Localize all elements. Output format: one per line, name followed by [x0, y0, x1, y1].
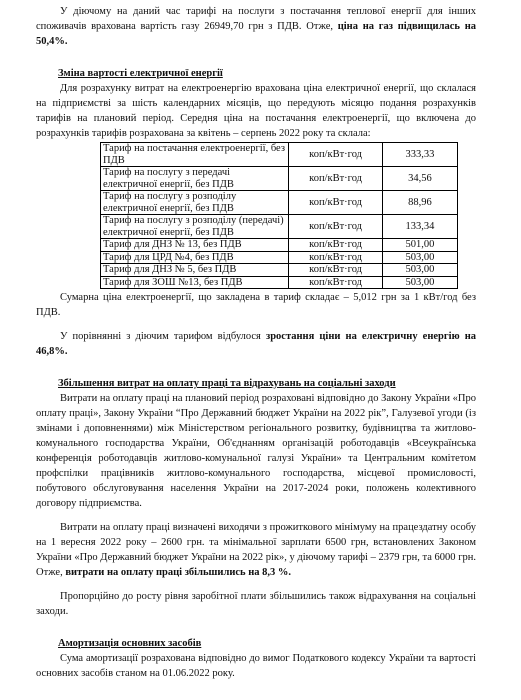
tariff-unit-cell: коп/кВт·год	[289, 264, 383, 277]
tariff-unit-cell: коп/кВт·год	[289, 215, 383, 239]
tariff-name-cell: Тариф для ДНЗ № 5, без ПДВ	[101, 264, 289, 277]
tariff-row	[101, 191, 458, 215]
depreciation-paragraph: Сума амортизації розрахована відповідно до вимог Податкового кодексу України та вартості основних засобів станом на 01.06.2022 року.	[36, 653, 476, 679]
tariff-name-cell: Тариф для ЗОШ №13, без ПДВ	[101, 276, 289, 289]
salary-text: Витрати на оплату праці визначені виходячи з прожиткового мінімуму на працездатну особу на 1 вересня 2022 року – 2600 грн. та мінімальної зарплати 6500 грн, встановлених Законом України «Про Державний бюджет України на 2022 рік», у діючому тарифі – 2379 грн, та 6000 грн. Отже,	[36, 522, 476, 578]
tariff-unit-cell: коп/кВт·год	[289, 167, 383, 191]
salary-heading: Збільшення витрат на оплату праці та відрахувань на соціальні заходи	[58, 378, 396, 389]
tariff-name-cell: Тариф для ДНЗ № 13, без ПДВ	[101, 239, 289, 252]
tariff-row	[101, 264, 458, 277]
tariff-value-cell: 88,96	[382, 191, 457, 215]
tariff-row	[101, 167, 458, 191]
tariff-row	[101, 239, 458, 252]
tariff-unit-cell: коп/кВт·год	[289, 143, 383, 167]
tariff-name-cell: Тариф на послугу з передачі електричної енергії, без ПДВ	[101, 167, 289, 191]
electric-comparison-paragraph	[36, 329, 476, 359]
document-page	[36, 4, 476, 681]
tariff-table	[100, 142, 458, 289]
tariff-name-cell: Тариф для ЦРД №4, без ПДВ	[101, 251, 289, 264]
salary-highlight: витрати на оплату праці збільшились на 8,3 %.	[65, 567, 292, 578]
electric-heading: Зміна вартості електричної енергії	[58, 68, 223, 79]
tariff-unit-cell: коп/кВт·год	[289, 191, 383, 215]
electric-comparison-text: У порівнянні з діючим тарифом відбулося	[60, 331, 266, 342]
tariff-value-cell: 133,34	[382, 215, 457, 239]
tariff-value-cell: 34,56	[382, 167, 457, 191]
tariff-name-cell: Тариф на послугу з розподілу (передачі) електричної енергії, без ПДВ	[101, 215, 289, 239]
salary-paragraph-1: Витрати на оплату праці на плановий період розраховані відповідно до Закону України «Про оплату праці», Закону України “Про Державний бюджет України на 2022 рік”, Галузевої угоди (із змінами і доповненнями) між Міністерством регіонального розвитку, будівництва та житлово-комунального господарства України, Об'єднанням організацій роботодавців «Всеукраїнська конференція роботодавців житлово-комунальної галузі України» та Центральним комітетом профспілки працівників житлово-комунального господарства, місцевої промисловості, побутового обслуговування населення України на 2017-2024 роки, положень колективного договору підприємства.	[36, 393, 476, 509]
tariff-value-cell: 503,00	[382, 276, 457, 289]
tariff-value-cell: 503,00	[382, 264, 457, 277]
salary-paragraph-3: Пропорційно до росту рівня заробітної плати збільшились також відрахування на соціальні заходи.	[36, 591, 476, 617]
intro-highlight: ціна на газ підвищилась на 50,4%.	[36, 21, 476, 47]
electric-total-paragraph: Сумарна ціна електроенергії, що закладена в тариф складає – 5,012 грн за 1 кВт/год без ПДВ.	[36, 292, 476, 318]
tariff-name-cell: Тариф на послугу з розподілу електричної енергії, без ПДВ	[101, 191, 289, 215]
tariff-value-cell: 501,00	[382, 239, 457, 252]
tariff-row	[101, 276, 458, 289]
electric-comparison-highlight: зростання ціни на електричну енергію на 46,8%.	[36, 331, 476, 357]
tariff-value-cell: 333,33	[382, 143, 457, 167]
tariff-value-cell: 503,00	[382, 251, 457, 264]
intro-text: У діючому на даний час тарифі на послуги з постачання теплової енергії для інших споживачів врахована вартість газу 26949,70 грн з ПДВ. Отже,	[36, 6, 476, 32]
salary-paragraph-2	[36, 520, 476, 580]
tariff-row	[101, 143, 458, 167]
depreciation-heading: Амортизація основних засобів	[58, 638, 202, 649]
tariff-unit-cell: коп/кВт·год	[289, 239, 383, 252]
tariff-row	[101, 251, 458, 264]
intro-paragraph	[36, 4, 476, 49]
electric-paragraph: Для розрахунку витрат на електроенергію врахована ціна електричної енергії, що склалася на підприємстві за шість календарних місяців, що передують місяцю подання розрахунків тарифів на плановий період. Середня ціна на постачання електроенергії, що включена до розрахунків тарифів розрахована за квітень – серпень 2022 року та склала:	[36, 83, 476, 139]
tariff-unit-cell: коп/кВт·год	[289, 276, 383, 289]
tariff-name-cell: Тариф на постачання електроенергії, без ПДВ	[101, 143, 289, 167]
tariff-unit-cell: коп/кВт·год	[289, 251, 383, 264]
tariff-row	[101, 215, 458, 239]
